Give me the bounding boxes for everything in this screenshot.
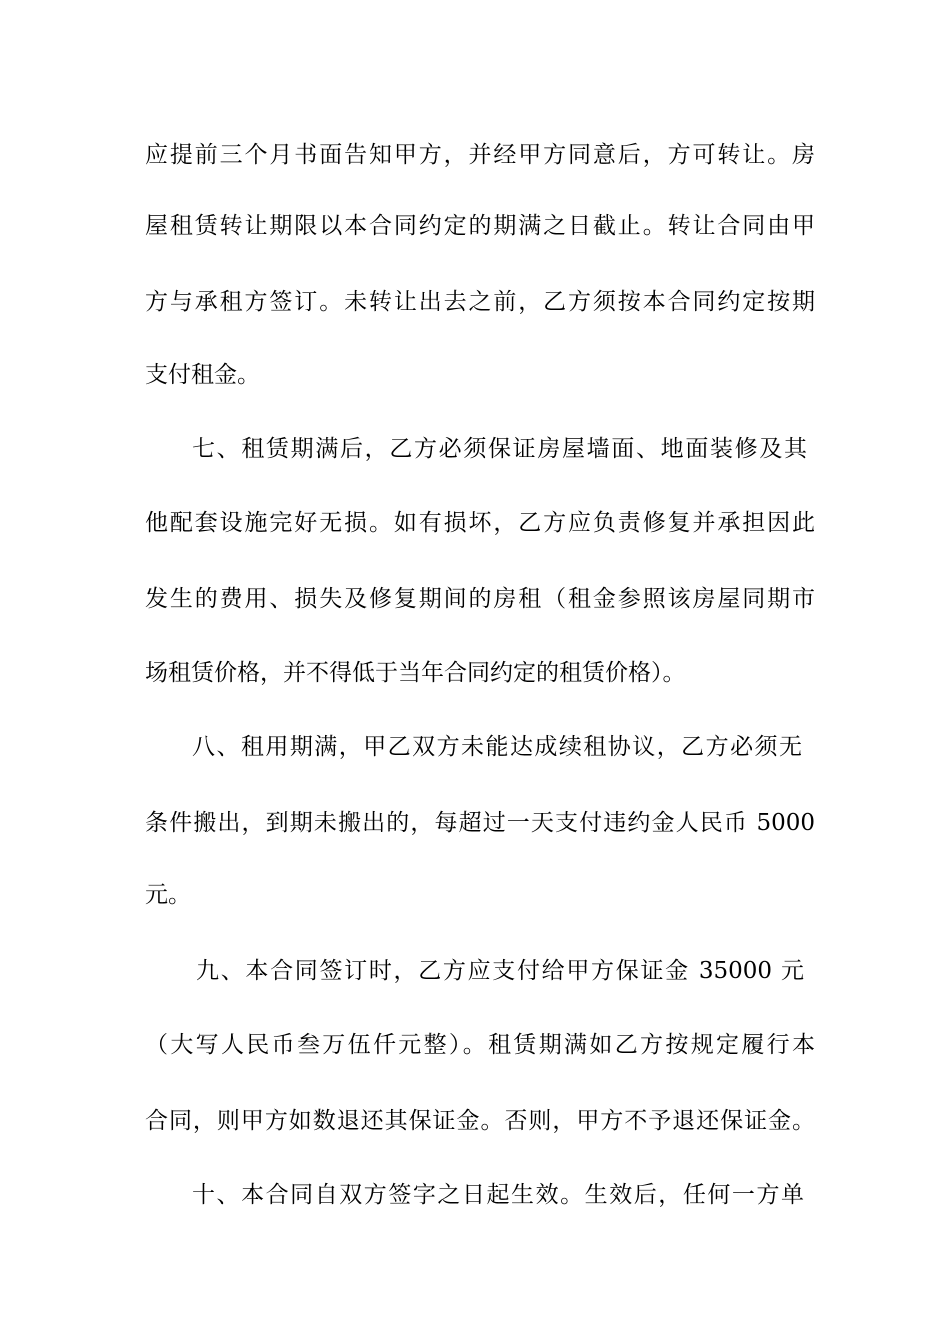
paragraph-first-line: 十、本合同自双方签字之日起生效。生效后，任何一方单 [192,1182,804,1208]
text-line: 元。 [145,882,191,908]
paragraph-first-line: 八、租用期满，甲乙双方未能达成续租协议，乙方必须无 [192,734,802,760]
text-line: 场租赁价格，并不得低于当年合同约定的租赁价格）。 [145,660,686,686]
text-line: 条件搬出，到期未搬出的，每超过一天支付违约金人民币 5000 [145,810,815,836]
text-line: 发生的费用、损失及修复期间的房租（租金参照该房屋同期市 [145,586,815,612]
text-line: 方与承租方签订。未转让出去之前，乙方须按本合同约定按期 [145,289,815,315]
text-line: 屋租赁转让期限以本合同约定的期满之日截止。转让合同由甲 [145,213,815,239]
text-line: （大写人民币叁万伍仟元整）。租赁期满如乙方按规定履行本 [145,1032,815,1058]
text-line: 应提前三个月书面告知甲方，并经甲方同意后，方可转让。房 [145,142,815,168]
paragraph-first-line: 七、租赁期满后，乙方必须保证房屋墙面、地面装修及其 [192,436,807,462]
text-line: 他配套设施完好无损。如有损坏，乙方应负责修复并承担因此 [145,510,815,536]
paragraph-first-line: 九、本合同签订时，乙方应支付给甲方保证金 35000 元 [196,958,804,984]
text-line: 支付租金。 [145,362,260,388]
text-line: 合同，则甲方如数退还其保证金。否则，甲方不予退还保证金。 [145,1108,815,1134]
